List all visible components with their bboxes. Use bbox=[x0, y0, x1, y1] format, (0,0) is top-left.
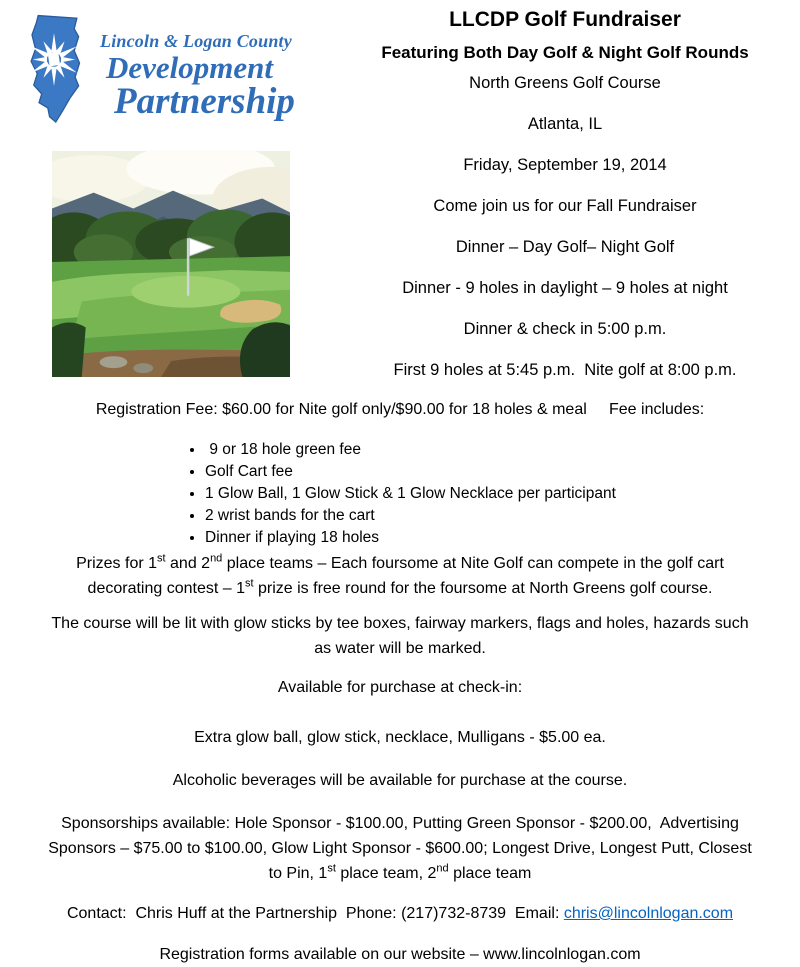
purchase-heading: Available for purchase at check-in: bbox=[277, 679, 523, 696]
event-detail-line: Atlanta, IL bbox=[527, 115, 603, 133]
top-section bbox=[0, 0, 800, 382]
purchase-items-line: Extra glow ball, glow stick, necklace, Mulligans - $5.00 ea. bbox=[194, 729, 606, 746]
event-title: LLCDP Golf Fundraiser bbox=[449, 8, 681, 31]
fee-item: • Golf Cart fee bbox=[205, 461, 800, 483]
golf-course-image bbox=[52, 150, 290, 378]
logo-block bbox=[0, 0, 330, 134]
left-column bbox=[0, 0, 330, 382]
fee-item: • 2 wrist bands for the cart bbox=[205, 505, 800, 527]
registration-fee-line: Registration Fee: $60.00 for Nite golf only/$90.00 for 18 holes & meal Fee includes: bbox=[95, 401, 705, 418]
event-detail-line: Come join us for our Fall Fundraiser bbox=[433, 197, 697, 215]
email-link[interactable]: chris@lincolnlogan.com bbox=[563, 905, 734, 922]
sponsorships-paragraph: Sponsorships available: Hole Sponsor - $100.00, Putting Green Sponsor - $200.00, Advertising Sponsors – $75.00 to $100.00, Glow Light Sponsor - $600.00; Longest Drive, Longest Putt, Closest to Pin, 1st place team, 2nd place team bbox=[48, 815, 757, 882]
website-line: Registration forms available on our website – www.lincolnlogan.com bbox=[159, 946, 641, 963]
ordinal-superscript: nd bbox=[210, 552, 223, 565]
logo-development-line: Development bbox=[106, 50, 274, 85]
ordinal-superscript: st bbox=[244, 577, 254, 590]
fee-includes-list bbox=[188, 439, 800, 549]
prizes-paragraph: Prizes for 1st and 2nd place teams – Each foursome at Nite Golf can compete in the golf cart decorating contest – 1st prize is free round for the foursome at North Greens golf course. bbox=[76, 552, 729, 597]
details-section bbox=[0, 401, 800, 967]
fee-item: • 9 or 18 hole green fee bbox=[205, 439, 800, 461]
course-lighting-paragraph: The course will be lit with glow sticks by tee boxes, fairway markers, flags and holes, hazards such as water will be marked. bbox=[51, 615, 754, 657]
fee-item: • 1 Glow Ball, 1 Glow Stick & 1 Glow Necklace per participant bbox=[205, 483, 800, 505]
event-detail-line: Dinner - 9 holes in daylight – 9 holes at night bbox=[402, 279, 728, 297]
event-detail-line: North Greens Golf Course bbox=[469, 74, 661, 92]
contact-line bbox=[15, 901, 785, 926]
fee-item: • Dinner if playing 18 holes bbox=[205, 527, 800, 549]
event-detail-line: Friday, September 19, 2014 bbox=[463, 156, 667, 174]
logo-partnership-line: Partnership bbox=[114, 81, 295, 122]
ordinal-superscript: st bbox=[157, 552, 166, 565]
ordinal-superscript: st bbox=[327, 862, 336, 875]
event-header bbox=[330, 0, 800, 382]
alcohol-line: Alcoholic beverages will be available for purchase at the course. bbox=[172, 772, 628, 789]
event-detail-line: Dinner – Day Golf– Night Golf bbox=[455, 238, 675, 256]
event-subtitle: Featuring Both Day Golf & Night Golf Rounds bbox=[381, 43, 749, 62]
event-detail-line: Dinner & check in 5:00 p.m. bbox=[463, 320, 667, 338]
logo-county-line: Lincoln & Logan County bbox=[100, 31, 292, 51]
contact-text: Contact: Chris Huff at the Partnership Phone: (217)732-8739 Email: bbox=[66, 905, 564, 922]
logo-text bbox=[100, 8, 295, 120]
ordinal-superscript: nd bbox=[436, 862, 449, 875]
event-detail-line: First 9 holes at 5:45 p.m. Nite golf at 8:00 p.m. bbox=[393, 361, 737, 379]
illinois-state-icon bbox=[10, 8, 98, 134]
